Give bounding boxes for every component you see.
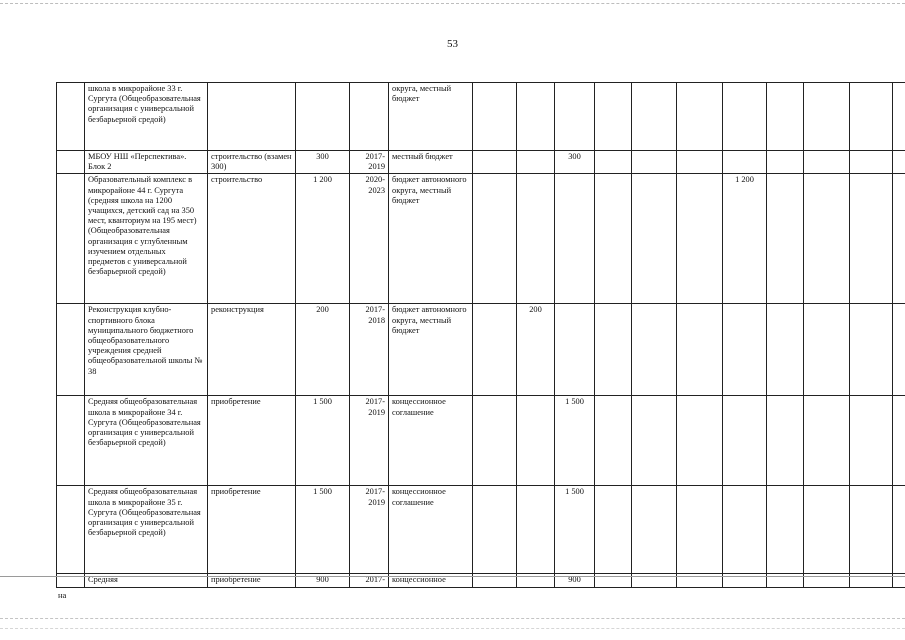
cell-work-type: приобретение — [208, 396, 296, 486]
cell-value — [595, 174, 632, 304]
cell-value — [555, 304, 595, 396]
cell-value — [767, 396, 804, 486]
cell-years — [350, 83, 389, 151]
cell-object-name: МБОУ НШ «Перспектива». Блок 2 — [85, 151, 208, 174]
cell-empty — [850, 151, 893, 174]
table-row — [57, 83, 905, 151]
cell-value: 1 200 — [723, 174, 767, 304]
cell-value — [517, 174, 555, 304]
cell-value — [473, 174, 517, 304]
cell-empty — [850, 486, 893, 574]
cell-empty — [850, 174, 893, 304]
cell-value — [804, 151, 850, 174]
cell-capacity: 1 500 — [296, 486, 350, 574]
cell-value — [517, 486, 555, 574]
table-row — [57, 151, 905, 174]
cell-value — [595, 304, 632, 396]
cell-work-type: строительство — [208, 174, 296, 304]
cell-empty — [893, 83, 905, 151]
cell-capacity: 1 500 — [296, 396, 350, 486]
scan-edge-top — [0, 3, 905, 4]
cell-funding-source: концессионное — [389, 574, 473, 587]
cell-value — [473, 83, 517, 151]
cell-value — [632, 396, 677, 486]
cell-value — [677, 396, 723, 486]
cell-value — [677, 304, 723, 396]
cell-value — [517, 83, 555, 151]
cell-value: 900 — [555, 574, 595, 587]
cell-value — [677, 174, 723, 304]
cell-funding-source: местный бюджет — [389, 151, 473, 174]
cell-value — [632, 174, 677, 304]
cell-value — [517, 396, 555, 486]
cell-funding-source: концессионное соглашение — [389, 486, 473, 574]
cell-value — [804, 486, 850, 574]
cell-object-name: Средняя общеобразовательная школа в микрорайоне 34 г. Сургута (Общеобразовательная организация с универсальной безбарьерной средой) — [85, 396, 208, 486]
cell-value — [677, 486, 723, 574]
cell-funding-source: округа, местный бюджет — [389, 83, 473, 151]
cell-object-name: Средняя общеобразовательная школа в микрорайоне 35 г. Сургута (Общеобразовательная организация с универсальной безбарьерной средой) — [85, 486, 208, 574]
cell-work-type — [208, 83, 296, 151]
cell-work-type: приобретение — [208, 486, 296, 574]
cell-capacity: 200 — [296, 304, 350, 396]
table-row — [57, 174, 905, 304]
cell-num — [57, 151, 85, 174]
cell-years: 2017-2019 — [350, 486, 389, 574]
cell-years: 2020-2023 — [350, 174, 389, 304]
cell-value — [723, 304, 767, 396]
cell-num — [57, 396, 85, 486]
cell-num — [57, 304, 85, 396]
cell-work-type: строительство (взамен 300) — [208, 151, 296, 174]
cell-value — [723, 151, 767, 174]
cell-value — [632, 304, 677, 396]
objects-table — [56, 82, 905, 588]
cell-value — [677, 83, 723, 151]
cell-value — [595, 151, 632, 174]
page-number: 53 — [447, 38, 458, 50]
cell-value — [555, 174, 595, 304]
cell-value — [804, 304, 850, 396]
page-fold-line — [0, 576, 905, 577]
cell-work-type: приобретение — [208, 574, 296, 587]
cell-value — [767, 83, 804, 151]
cell-num — [57, 174, 85, 304]
cell-value: 1 500 — [555, 396, 595, 486]
cell-value — [595, 83, 632, 151]
table-row — [57, 304, 905, 396]
cell-funding-source: бюджет автономного округа, местный бюджет — [389, 304, 473, 396]
cell-capacity: 300 — [296, 151, 350, 174]
cell-value — [595, 486, 632, 574]
footer-note: на — [58, 590, 67, 600]
scan-edge-bottom-2 — [0, 628, 905, 629]
cell-object-name: Средняя — [85, 574, 208, 587]
cell-value — [473, 396, 517, 486]
cell-empty — [850, 304, 893, 396]
cell-value: 300 — [555, 151, 595, 174]
table-row — [57, 396, 905, 486]
cell-value — [632, 486, 677, 574]
cell-years: 2017-2019 — [350, 151, 389, 174]
cell-object-name: Образовательный комплекс в микрорайоне 44 г. Сургута (средняя школа на 1200 учащихся, детский сад на 350 мест, кванториум на 195 мест) (Общеобразовательная организация с углубленным изучением отдельных предметов с универсальной безбарьерной средой) — [85, 174, 208, 304]
cell-value — [723, 396, 767, 486]
cell-num — [57, 83, 85, 151]
cell-capacity: 900 — [296, 574, 350, 587]
cell-years: 2017- — [350, 574, 389, 587]
cell-value — [767, 174, 804, 304]
scan-edge-bottom — [0, 618, 905, 619]
cell-object-name: школа в микрорайоне 33 г. Сургута (Общеобразовательная организация с универсальной безбарьерной средой) — [85, 83, 208, 151]
cell-value — [723, 83, 767, 151]
cell-capacity — [296, 83, 350, 151]
cell-value: 1 500 — [555, 486, 595, 574]
cell-value — [632, 83, 677, 151]
cell-value — [632, 151, 677, 174]
cell-value — [473, 304, 517, 396]
cell-value — [595, 396, 632, 486]
cell-work-type: реконструкция — [208, 304, 296, 396]
cell-value: 200 — [517, 304, 555, 396]
cell-funding-source: бюджет автономного округа, местный бюджет — [389, 174, 473, 304]
cell-value — [804, 396, 850, 486]
cell-empty — [850, 396, 893, 486]
cell-value — [767, 151, 804, 174]
cell-value — [723, 486, 767, 574]
cell-capacity: 1 200 — [296, 174, 350, 304]
cell-empty — [893, 174, 905, 304]
cell-value — [555, 83, 595, 151]
cell-value — [517, 151, 555, 174]
cell-value — [804, 83, 850, 151]
cell-value — [767, 304, 804, 396]
cell-value — [473, 486, 517, 574]
cell-funding-source: концессионное соглашение — [389, 396, 473, 486]
cell-years: 2017-2019 — [350, 396, 389, 486]
cell-empty — [850, 83, 893, 151]
cell-value — [473, 151, 517, 174]
cell-object-name: Реконструкция клубно-спортивного блока муниципального бюджетного общеобразовательного учреждения средней общеобразовательной школы № 38 — [85, 304, 208, 396]
cell-empty — [893, 486, 905, 574]
cell-empty — [893, 304, 905, 396]
cell-empty — [893, 151, 905, 174]
cell-value — [767, 486, 804, 574]
cell-empty — [893, 396, 905, 486]
cell-value — [677, 151, 723, 174]
cell-value — [804, 174, 850, 304]
table-row — [57, 486, 905, 574]
cell-years: 2017-2018 — [350, 304, 389, 396]
cell-num — [57, 486, 85, 574]
